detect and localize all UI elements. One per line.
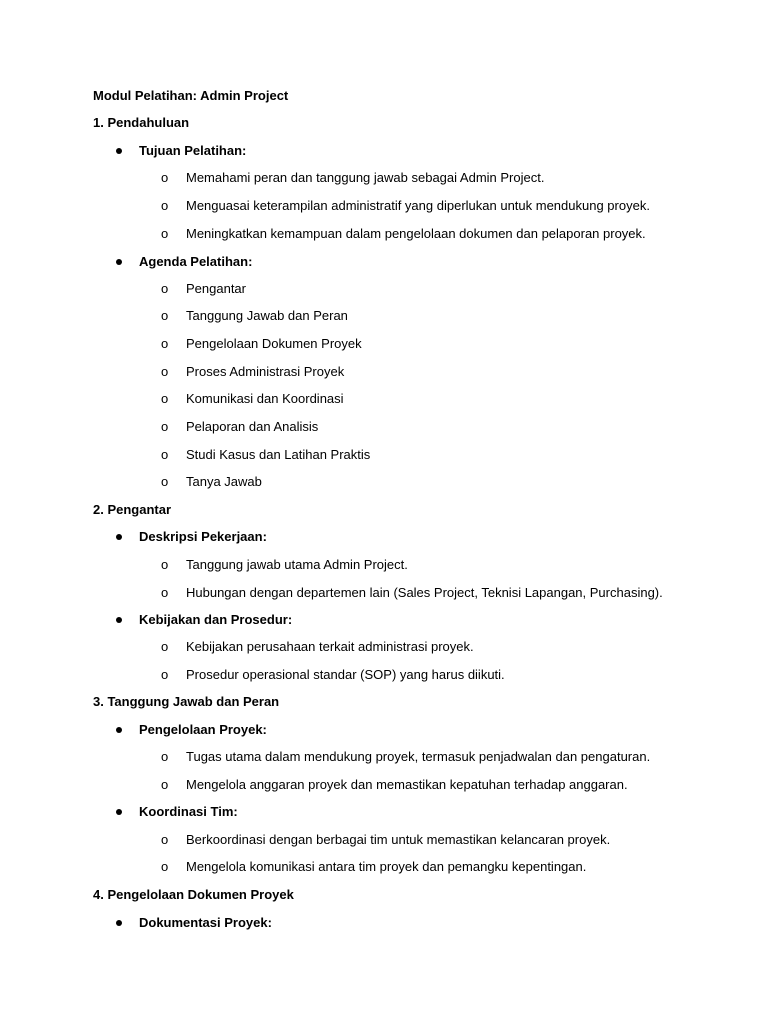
section-heading-1: 1. Pendahuluan — [93, 115, 190, 130]
bullet-circle-icon: o — [161, 474, 169, 489]
list-item: Proses Administrasi Proyek — [186, 364, 345, 379]
list-item: Pengantar — [186, 281, 246, 296]
section-heading-4: 4. Pengelolaan Dokumen Proyek — [93, 887, 294, 902]
list-item: Komunikasi dan Koordinasi — [186, 391, 344, 406]
bullet-dot-icon — [116, 259, 122, 265]
bullet-circle-icon: o — [161, 777, 169, 792]
list-item: Berkoordinasi dengan berbagai tim untuk memastikan kelancaran proyek. — [186, 832, 611, 847]
list-item: Kebijakan perusahaan terkait administrasi proyek. — [186, 639, 474, 654]
subsection-heading: Dokumentasi Proyek: — [139, 915, 272, 930]
bullet-circle-icon: o — [161, 226, 169, 241]
subsection-heading: Pengelolaan Proyek: — [139, 722, 267, 737]
list-item: Memahami peran dan tanggung jawab sebagai Admin Project. — [186, 170, 545, 185]
bullet-dot-icon — [116, 727, 122, 733]
bullet-circle-icon: o — [161, 336, 169, 351]
list-item: Studi Kasus dan Latihan Praktis — [186, 447, 371, 462]
bullet-circle-icon: o — [161, 749, 169, 764]
document-title: Modul Pelatihan: Admin Project — [93, 88, 289, 103]
bullet-circle-icon: o — [161, 557, 169, 572]
section-heading-2: 2. Pengantar — [93, 502, 172, 517]
subsection-heading: Deskripsi Pekerjaan: — [139, 529, 267, 544]
bullet-circle-icon: o — [161, 667, 169, 682]
bullet-circle-icon: o — [161, 447, 169, 462]
bullet-circle-icon: o — [161, 859, 169, 874]
list-item: Meningkatkan kemampuan dalam pengelolaan dokumen dan pelaporan proyek. — [186, 226, 646, 241]
bullet-circle-icon: o — [161, 308, 169, 323]
list-item: Tanggung jawab utama Admin Project. — [186, 557, 408, 572]
list-item: Prosedur operasional standar (SOP) yang harus diikuti. — [186, 667, 505, 682]
bullet-circle-icon: o — [161, 585, 169, 600]
bullet-circle-icon: o — [161, 639, 169, 654]
list-item: Tanya Jawab — [186, 474, 262, 489]
bullet-dot-icon — [116, 809, 122, 815]
list-item: Pengelolaan Dokumen Proyek — [186, 336, 362, 351]
list-item: Menguasai keterampilan administratif yang diperlukan untuk mendukung proyek. — [186, 198, 650, 213]
bullet-dot-icon — [116, 920, 122, 926]
list-item: Mengelola anggaran proyek dan memastikan kepatuhan terhadap anggaran. — [186, 777, 628, 792]
subsection-heading: Agenda Pelatihan: — [139, 254, 253, 269]
bullet-circle-icon: o — [161, 364, 169, 379]
list-item: Hubungan dengan departemen lain (Sales Project, Teknisi Lapangan, Purchasing). — [186, 585, 663, 600]
bullet-circle-icon: o — [161, 281, 169, 296]
list-item: Tanggung Jawab dan Peran — [186, 308, 348, 323]
bullet-circle-icon: o — [161, 419, 169, 434]
bullet-dot-icon — [116, 534, 122, 540]
subsection-heading: Tujuan Pelatihan: — [139, 143, 247, 158]
subsection-heading: Koordinasi Tim: — [139, 804, 238, 819]
list-item: Mengelola komunikasi antara tim proyek dan pemangku kepentingan. — [186, 859, 587, 874]
list-item: Pelaporan dan Analisis — [186, 419, 319, 434]
bullet-circle-icon: o — [161, 170, 169, 185]
bullet-circle-icon: o — [161, 391, 169, 406]
list-item: Tugas utama dalam mendukung proyek, termasuk penjadwalan dan pengaturan. — [186, 749, 651, 764]
bullet-dot-icon — [116, 617, 122, 623]
subsection-heading: Kebijakan dan Prosedur: — [139, 612, 293, 627]
section-heading-3: 3. Tanggung Jawab dan Peran — [93, 694, 280, 709]
bullet-dot-icon — [116, 148, 122, 154]
bullet-circle-icon: o — [161, 198, 169, 213]
bullet-circle-icon: o — [161, 832, 169, 847]
